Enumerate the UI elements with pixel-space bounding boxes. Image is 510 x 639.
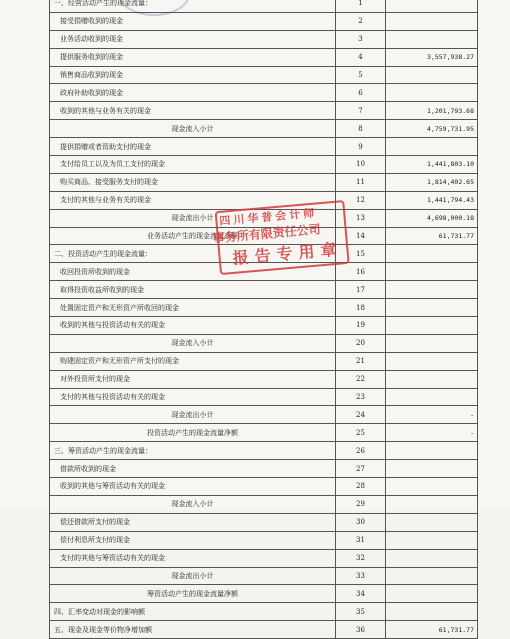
- row-item-label: 提供服务收到的现金: [50, 48, 336, 66]
- table-row: [50, 513, 478, 531]
- row-amount: [386, 281, 478, 299]
- table-row: [50, 352, 478, 370]
- row-item-label: 处置固定资产和无形资产所收回的现金: [50, 299, 336, 317]
- seal-line-1: 四川华普会计师: [218, 206, 318, 228]
- row-amount: 61,731.77: [386, 227, 478, 245]
- row-item-label: 筹资活动产生的现金流量净额: [50, 585, 336, 603]
- row-item-label: 投资活动产生的现金流量净额: [50, 424, 336, 442]
- row-item-label: 收到的其他与筹资活动有关的现金: [50, 478, 336, 496]
- row-item-label: 收回投资所收到的现金: [50, 263, 336, 281]
- table-row: [50, 299, 478, 317]
- row-item-label: 现金流出小计: [50, 209, 336, 227]
- row-line-number: 34: [336, 585, 386, 603]
- row-item-label: 五、现金及现金等价物净增加额: [50, 621, 336, 639]
- table-row: [50, 245, 478, 263]
- table-row: [50, 263, 478, 281]
- cash-flow-table: [49, 0, 478, 639]
- row-amount: 1,441,803.10: [386, 156, 478, 174]
- row-line-number: 3: [336, 30, 386, 48]
- row-amount: [386, 66, 478, 84]
- row-line-number: 18: [336, 299, 386, 317]
- table-row: [50, 549, 478, 567]
- row-line-number: 9: [336, 138, 386, 156]
- row-amount: [386, 388, 478, 406]
- row-line-number: 20: [336, 334, 386, 352]
- row-line-number: 30: [336, 513, 386, 531]
- row-item-label: 现金流出小计: [50, 406, 336, 424]
- row-line-number: 35: [336, 603, 386, 621]
- row-item-label: 偿还借款所支付的现金: [50, 513, 336, 531]
- table-row: [50, 84, 478, 102]
- row-line-number: 19: [336, 317, 386, 335]
- row-line-number: 14: [336, 227, 386, 245]
- row-item-label: 偿付利息所支付的现金: [50, 531, 336, 549]
- table-row: [50, 603, 478, 621]
- row-item-label: 现金流入小计: [50, 334, 336, 352]
- row-line-number: 8: [336, 120, 386, 138]
- row-item-label: 现金流出小计: [50, 567, 336, 585]
- row-item-label: 支付的其他与业务有关的现金: [50, 191, 336, 209]
- row-line-number: 4: [336, 48, 386, 66]
- table-row: [50, 48, 478, 66]
- table-row: [50, 156, 478, 174]
- row-amount: 4,759,731.95: [386, 120, 478, 138]
- row-amount: [386, 460, 478, 478]
- row-item-label: 收到的其他与业务有关的现金: [50, 102, 336, 120]
- row-item-label: 提供捐赠或者资助支付的现金: [50, 138, 336, 156]
- table-row: [50, 120, 478, 138]
- table-row: [50, 388, 478, 406]
- row-line-number: 31: [336, 531, 386, 549]
- row-item-label: 取得投资收益所收到的现金: [50, 281, 336, 299]
- table-row: [50, 191, 478, 209]
- row-item-label: 对外投资所支付的现金: [50, 370, 336, 388]
- row-amount: 61,731.77: [386, 621, 478, 639]
- row-line-number: 25: [336, 424, 386, 442]
- row-item-label: 购建固定资产和无形资产所支付的现金: [50, 352, 336, 370]
- table-row: [50, 406, 478, 424]
- table-row: [50, 30, 478, 48]
- row-item-label: 借款所收到的现金: [50, 460, 336, 478]
- row-amount: [386, 603, 478, 621]
- row-amount: [386, 334, 478, 352]
- row-amount: 1,201,793.68: [386, 102, 478, 120]
- row-amount: [386, 317, 478, 335]
- row-amount: [386, 549, 478, 567]
- row-amount: [386, 370, 478, 388]
- row-line-number: 2: [336, 12, 386, 30]
- table-row: [50, 173, 478, 191]
- row-item-label: 购买商品、接受服务支付的现金: [50, 173, 336, 191]
- row-line-number: 11: [336, 173, 386, 191]
- row-amount: [386, 352, 478, 370]
- row-amount: 1,441,794.43: [386, 191, 478, 209]
- table-row: [50, 227, 478, 245]
- row-line-number: 32: [336, 549, 386, 567]
- row-amount: [386, 513, 478, 531]
- table-row: [50, 281, 478, 299]
- row-amount: [386, 585, 478, 603]
- seal-line-3: 报告专用章: [231, 239, 344, 268]
- row-line-number: 10: [336, 156, 386, 174]
- row-amount: 3,557,938.27: [386, 48, 478, 66]
- table-row: [50, 531, 478, 549]
- table-row: [50, 334, 478, 352]
- row-item-label: 政府补助收到的现金: [50, 84, 336, 102]
- row-amount: [386, 531, 478, 549]
- row-line-number: 29: [336, 495, 386, 513]
- row-line-number: 33: [336, 567, 386, 585]
- row-line-number: 36: [336, 621, 386, 639]
- table-row: [50, 66, 478, 84]
- table-row: [50, 495, 478, 513]
- row-amount: 4,698,000.18: [386, 209, 478, 227]
- row-amount: [386, 138, 478, 156]
- table-row: [50, 0, 478, 12]
- row-amount: -: [386, 406, 478, 424]
- row-item-label: 销售商品收到的现金: [50, 66, 336, 84]
- seal-line-2: 事务所有限责任公司: [212, 222, 322, 246]
- table-row: [50, 621, 478, 639]
- table-row: [50, 424, 478, 442]
- row-amount: [386, 245, 478, 263]
- row-item-label: 一、经营活动产生的现金流量：: [50, 0, 336, 12]
- row-line-number: 5: [336, 66, 386, 84]
- row-item-label: 接受捐赠收到的现金: [50, 12, 336, 30]
- row-line-number: 17: [336, 281, 386, 299]
- table-row: [50, 138, 478, 156]
- row-item-label: 收到的其他与投资活动有关的现金: [50, 317, 336, 335]
- table-row: [50, 12, 478, 30]
- row-item-label: 二、投资活动产生的现金流量：: [50, 245, 336, 263]
- row-line-number: 7: [336, 102, 386, 120]
- row-line-number: 26: [336, 442, 386, 460]
- row-line-number: 24: [336, 406, 386, 424]
- row-line-number: 1: [336, 0, 386, 12]
- row-line-number: 6: [336, 84, 386, 102]
- table-row: [50, 317, 478, 335]
- table-row: [50, 478, 478, 496]
- row-amount: [386, 12, 478, 30]
- table-row: [50, 567, 478, 585]
- row-amount: [386, 0, 478, 12]
- row-item-label: 支付的其他与筹资活动有关的现金: [50, 549, 336, 567]
- row-amount: [386, 478, 478, 496]
- row-item-label: 支付的其他与投资活动有关的现金: [50, 388, 336, 406]
- row-amount: 1,814,402.65: [386, 173, 478, 191]
- row-item-label: 业务活动收到的现金: [50, 30, 336, 48]
- row-line-number: 16: [336, 263, 386, 281]
- row-amount: [386, 30, 478, 48]
- row-amount: [386, 567, 478, 585]
- table-row: [50, 102, 478, 120]
- row-amount: [386, 299, 478, 317]
- table-row: [50, 460, 478, 478]
- row-line-number: 13: [336, 209, 386, 227]
- row-amount: -: [386, 424, 478, 442]
- row-line-number: 15: [336, 245, 386, 263]
- row-item-label: 现金流入小计: [50, 120, 336, 138]
- cash-flow-table-body: [50, 0, 478, 639]
- row-item-label: 支付给员工以及为员工支付的现金: [50, 156, 336, 174]
- row-line-number: 23: [336, 388, 386, 406]
- row-amount: [386, 84, 478, 102]
- row-line-number: 28: [336, 478, 386, 496]
- row-item-label: 现金流入小计: [50, 495, 336, 513]
- row-item-label: 四、汇率变动对现金的影响额: [50, 603, 336, 621]
- table-row: [50, 585, 478, 603]
- row-line-number: 22: [336, 370, 386, 388]
- row-amount: [386, 263, 478, 281]
- row-item-label: 业务活动产生的现金流量净额: [50, 227, 336, 245]
- row-amount: [386, 442, 478, 460]
- row-line-number: 21: [336, 352, 386, 370]
- table-row: [50, 209, 478, 227]
- table-row: [50, 442, 478, 460]
- row-line-number: 12: [336, 191, 386, 209]
- row-amount: [386, 495, 478, 513]
- row-item-label: 三、筹资活动产生的现金流量：: [50, 442, 336, 460]
- row-line-number: 27: [336, 460, 386, 478]
- table-row: [50, 370, 478, 388]
